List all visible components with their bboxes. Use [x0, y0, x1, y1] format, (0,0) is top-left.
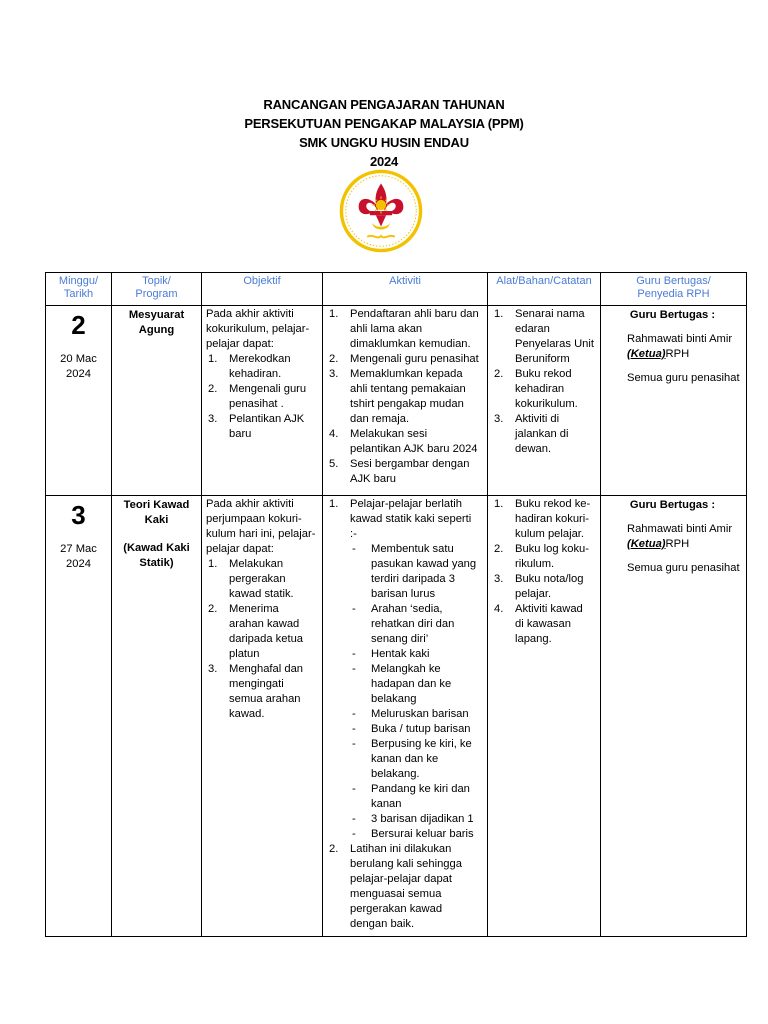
- guru-name: Rahmawati binti Amir (Ketua)RPH: [627, 333, 733, 360]
- list-item: 4. Aktiviti kawad di kawasan lapang.: [494, 603, 583, 645]
- objektif-list: [206, 557, 316, 722]
- list-item: - 3 barisan dijadikan 1: [352, 813, 474, 825]
- aktiviti-cell: [323, 496, 488, 937]
- list-item: - Membentuk satu pasukan kawad yang terdiri daripada 3 barisan lurus: [352, 543, 477, 600]
- guru-heading: Guru Bertugas :: [629, 309, 716, 321]
- list-item: 1. Buku rekod ke-hadiran kokuri-kulum pelajar.: [494, 498, 591, 540]
- list-item: 2. Menerima arahan kawad daripada ketua platun: [208, 603, 304, 660]
- aktiviti-cell: [323, 306, 488, 496]
- col-header-minggu: Minggu/ Tarikh: [46, 273, 112, 306]
- col-header-objektif: Objektif: [202, 273, 323, 306]
- list-item: - Buka / tutup barisan: [352, 723, 471, 735]
- topic-cell: [112, 496, 202, 937]
- list-item: 2. Buku rekod kehadiran kokurikulum.: [494, 368, 578, 410]
- objektif-cell: [202, 496, 323, 937]
- table-row-week-3: [46, 496, 747, 937]
- list-item: 1. Pendaftaran ahli baru dan ahli lama akan dimaklumkan kemudian.: [329, 308, 479, 350]
- week-date: 20 Mac 2024: [60, 353, 97, 380]
- guru-heading: Guru Bertugas :: [629, 499, 716, 511]
- guru-cell: [601, 306, 747, 496]
- week-cell: [46, 306, 112, 496]
- list-item: 4. Melakukan sesi pelantikan AJK baru 2024: [329, 428, 478, 455]
- list-item: - Pandang ke kiri dan kanan: [352, 783, 470, 810]
- list-item: 5. Sesi bergambar dengan AJK baru: [329, 458, 470, 485]
- topic-title: Mesyuarat Agung: [128, 309, 185, 336]
- list-item: - Meluruskan barisan: [352, 708, 469, 720]
- guru-cell: [601, 496, 747, 937]
- list-item: 2. Buku log koku-rikulum.: [494, 543, 590, 570]
- guru-note: Semua guru penasihat: [627, 562, 740, 574]
- aktiviti-list: [327, 307, 481, 487]
- week-date: 27 Mac 2024: [60, 543, 97, 570]
- alat-cell: [488, 496, 601, 937]
- objektif-list: [206, 352, 316, 442]
- objektif-intro: Pada akhir aktiviti perjumpaan kokuri-kulum hari ini, pelajar-pelajar dapat:: [206, 498, 316, 555]
- guru-note: Semua guru penasihat: [627, 372, 740, 384]
- list-item: 3. Buku nota/log pelajar.: [494, 573, 584, 600]
- list-item: - Bersurai keluar baris: [352, 828, 474, 840]
- list-item: 2. Latihan ini dilakukan berulang kali sehingga pelajar-pelajar dapat menguasai semua pergerakan kawad dengan baik.: [329, 843, 462, 930]
- week-number: 3: [71, 500, 86, 530]
- list-item: 1. Senarai nama edaran Penyelaras Unit Beruniform: [494, 308, 594, 365]
- lesson-plan-table: [45, 272, 747, 937]
- list-item: 3. Pelantikan AJK baru: [208, 413, 305, 440]
- scout-emblem-icon: [338, 168, 424, 254]
- alat-cell: [488, 306, 601, 496]
- list-item: 3. Aktiviti di jalankan di dewan.: [494, 413, 569, 455]
- document-header: [0, 95, 768, 171]
- alat-list: [492, 497, 594, 647]
- week-cell: [46, 496, 112, 937]
- header-organisation: PERSEKUTUAN PENGAKAP MALAYSIA (PPM): [244, 116, 524, 131]
- objektif-cell: [202, 306, 323, 496]
- list-item: - Hentak kaki: [352, 648, 430, 660]
- col-header-topik: Topik/ Program: [112, 273, 202, 306]
- list-item: 3. Menghafal dan mengingati semua arahan kawad.: [208, 663, 304, 720]
- ketua-label: (Ketua): [627, 538, 666, 550]
- aktiviti-list: [327, 497, 481, 932]
- week-number: 2: [71, 310, 86, 340]
- list-item: 2. Mengenali guru penasihat: [329, 353, 479, 365]
- alat-list: [492, 307, 594, 457]
- col-header-guru: Guru Bertugas/ Penyedia RPH: [601, 273, 747, 306]
- list-item: 1. Melakukan pergerakan kawad statik.: [208, 558, 294, 600]
- list-item: 3. Memaklumkan kepada ahli tentang pemakaian tshirt pengakap mudan dan remaja.: [329, 368, 466, 425]
- objektif-intro: Pada akhir aktiviti kokurikulum, pelajar-pelajar dapat:: [206, 308, 310, 350]
- topic-title: Teori Kawad Kaki: [123, 499, 190, 526]
- list-item: 1. Merekodkan kehadiran.: [208, 353, 291, 380]
- header-school: SMK UNGKU HUSIN ENDAU: [299, 135, 469, 150]
- header-title: RANCANGAN PENGAJARAN TAHUNAN: [263, 97, 505, 112]
- list-item: - Berpusing ke kiri, ke kanan dan ke belakang.: [352, 738, 472, 780]
- list-item: - Arahan ‘sedia, rehatkan diri dan senang diri’: [352, 603, 455, 645]
- list-item: 1. Pelajar-pelajar berlatih kawad statik kaki seperti :- - Membentuk satu pasukan kawad yang terdiri daripada 3 barisan lurus - Arahan ‘sedia, rehatkan diri dan senang diri’ - Hentak kaki - Melangkah ke hadapan dan ke belakang - Meluruskan barisan - Buka / tutup barisan - Berpusing ke kiri, ke kanan dan ke belakang. - Pandang ke kiri dan kanan - 3 barisan dijadikan 1 - Bersurai keluar baris: [327, 497, 481, 842]
- header-year: 2024: [369, 154, 399, 169]
- table-row-week-2: [46, 306, 747, 496]
- list-item: - Melangkah ke hadapan dan ke belakang: [352, 663, 452, 705]
- ketua-label: (Ketua): [627, 348, 666, 360]
- aktiviti-sublist: [348, 542, 481, 842]
- col-header-alat: Alat/Bahan/Catatan: [488, 273, 601, 306]
- col-header-aktiviti: Aktiviti: [323, 273, 488, 306]
- topic-cell: [112, 306, 202, 496]
- topic-subtitle: (Kawad Kaki Statik): [123, 542, 190, 569]
- list-item: 2. Mengenali guru penasihat .: [208, 383, 307, 410]
- guru-name: Rahmawati binti Amir (Ketua)RPH: [627, 523, 733, 550]
- table-header-row: [46, 273, 747, 306]
